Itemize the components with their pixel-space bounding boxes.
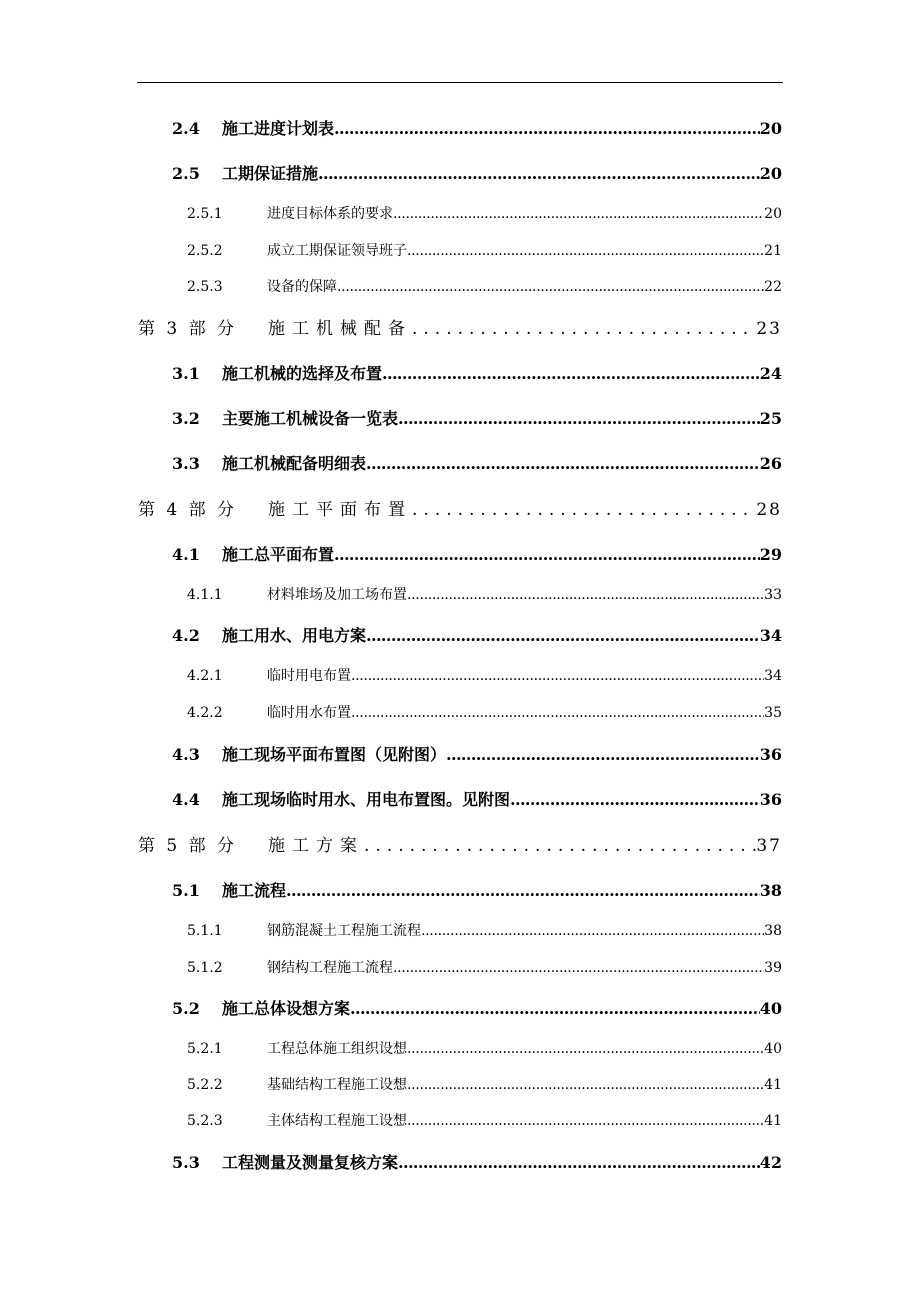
toc-page: 34 bbox=[759, 626, 782, 645]
toc-leader bbox=[334, 545, 760, 564]
toc-number: 2.4 bbox=[172, 119, 200, 138]
toc-part-number: 第 4 部 分 bbox=[138, 500, 238, 520]
toc-title: 工期保证措施 bbox=[222, 164, 319, 183]
toc-leader bbox=[337, 279, 764, 295]
toc-entry-3-1[interactable] bbox=[172, 361, 782, 383]
toc-entry-5-2[interactable] bbox=[172, 996, 782, 1018]
toc-number: 5.1.1 bbox=[187, 923, 223, 939]
toc-title: 基础结构工程施工设想 bbox=[267, 1077, 407, 1093]
toc-page: 36 bbox=[759, 790, 782, 809]
toc-entry-2-5[interactable] bbox=[172, 161, 782, 183]
toc-entry-2-4[interactable] bbox=[172, 116, 782, 138]
toc-page: 40 bbox=[764, 1041, 782, 1057]
toc-number: 2.5.2 bbox=[187, 243, 223, 259]
toc-title: 主要施工机械设备一览表 bbox=[222, 409, 399, 428]
toc-page: 20 bbox=[764, 206, 782, 222]
toc-title: 施工机械配备 bbox=[268, 319, 412, 339]
toc-title: 工程总体施工组织设想 bbox=[267, 1041, 407, 1057]
toc-page: 34 bbox=[764, 668, 782, 684]
toc-leader bbox=[366, 626, 760, 645]
toc-title: 材料堆场及加工场布置 bbox=[267, 587, 407, 603]
toc-leader bbox=[412, 319, 756, 339]
toc-leader bbox=[366, 454, 760, 473]
toc-entry-5-1[interactable] bbox=[172, 878, 782, 900]
toc-page: 22 bbox=[764, 279, 782, 295]
toc-leader bbox=[421, 923, 764, 939]
toc-entry-5-1-2[interactable] bbox=[187, 957, 782, 977]
toc-leader bbox=[407, 243, 764, 259]
toc-leader bbox=[351, 668, 764, 684]
toc-title: 临时用水布置 bbox=[267, 705, 351, 721]
toc-title: 施工用水、用电方案 bbox=[222, 626, 367, 645]
toc-entry-5-3[interactable] bbox=[172, 1150, 782, 1172]
toc-title: 钢筋混凝土工程施工流程 bbox=[267, 923, 421, 939]
toc-entry-5-2-2[interactable] bbox=[187, 1074, 782, 1094]
toc-title: 钢结构工程施工流程 bbox=[267, 960, 393, 976]
toc-title: 主体结构工程施工设想 bbox=[267, 1113, 407, 1129]
toc-number: 2.5.3 bbox=[187, 279, 223, 295]
toc-entry-4-2-1[interactable] bbox=[187, 665, 782, 685]
toc-leader bbox=[393, 960, 764, 976]
toc-entry-5-2-1[interactable] bbox=[187, 1038, 782, 1058]
toc-page: 33 bbox=[764, 587, 782, 603]
toc-title: 成立工期保证领导班子 bbox=[267, 243, 407, 259]
toc-title: 施工方案 bbox=[268, 836, 364, 856]
toc-number: 5.2.2 bbox=[187, 1077, 223, 1093]
toc-number: 5.2.1 bbox=[187, 1041, 223, 1057]
toc-page: 25 bbox=[759, 409, 782, 428]
toc-leader bbox=[398, 1153, 760, 1172]
toc-page: 40 bbox=[759, 999, 782, 1018]
toc-leader bbox=[407, 1113, 764, 1129]
toc-leader bbox=[318, 164, 760, 183]
toc-entry-3-3[interactable] bbox=[172, 451, 782, 473]
toc-entry-4-3[interactable] bbox=[172, 742, 782, 764]
toc-part-5[interactable] bbox=[138, 831, 782, 855]
toc-part-number: 第 3 部 分 bbox=[138, 319, 238, 339]
toc-page: 24 bbox=[759, 364, 782, 383]
toc-page: 38 bbox=[764, 923, 782, 939]
toc-number: 4.1 bbox=[172, 545, 200, 564]
toc-entry-4-1-1[interactable] bbox=[187, 584, 782, 604]
toc-title: 临时用电布置 bbox=[267, 668, 351, 684]
toc-page: 38 bbox=[759, 881, 782, 900]
toc-leader bbox=[412, 500, 756, 520]
toc-entry-4-2-2[interactable] bbox=[187, 702, 782, 722]
toc-number: 2.5.1 bbox=[187, 206, 223, 222]
toc-entry-5-2-3[interactable] bbox=[187, 1110, 782, 1130]
toc-title: 设备的保障 bbox=[267, 279, 337, 295]
toc-number: 5.2 bbox=[172, 999, 200, 1018]
toc-number: 5.3 bbox=[172, 1153, 200, 1172]
toc-number: 5.1 bbox=[172, 881, 200, 900]
toc-number: 3.3 bbox=[172, 454, 200, 473]
toc-page: 35 bbox=[764, 705, 782, 721]
toc-title: 施工现场临时用水、用电布置图。见附图 bbox=[222, 790, 511, 809]
toc-title: 施工平面布置 bbox=[268, 500, 412, 520]
toc-entry-4-2[interactable] bbox=[172, 623, 782, 645]
toc-leader bbox=[286, 881, 760, 900]
toc-leader bbox=[446, 745, 760, 764]
toc-title: 施工机械的选择及布置 bbox=[222, 364, 383, 383]
toc-title: 施工进度计划表 bbox=[222, 119, 335, 138]
toc-page: 21 bbox=[764, 243, 782, 259]
toc-entry-2-5-2[interactable] bbox=[187, 240, 782, 260]
toc-title: 施工总体设想方案 bbox=[222, 999, 351, 1018]
toc-page: 26 bbox=[759, 454, 782, 473]
toc-number: 4.1.1 bbox=[187, 587, 223, 603]
toc-page: 28 bbox=[756, 500, 782, 520]
toc-leader bbox=[364, 836, 756, 856]
toc-number: 4.2 bbox=[172, 626, 200, 645]
toc-title: 施工流程 bbox=[222, 881, 287, 900]
toc-entry-4-1[interactable] bbox=[172, 542, 782, 564]
toc-number: 2.5 bbox=[172, 164, 200, 183]
toc-page: 20 bbox=[759, 164, 782, 183]
toc-page: 20 bbox=[759, 119, 782, 138]
toc-leader bbox=[350, 999, 760, 1018]
toc-leader bbox=[351, 705, 764, 721]
toc-number: 4.3 bbox=[172, 745, 200, 764]
toc-entry-4-4[interactable] bbox=[172, 787, 782, 809]
toc-title: 施工总平面布置 bbox=[222, 545, 335, 564]
toc-leader bbox=[407, 1041, 764, 1057]
toc-title: 施工现场平面布置图（见附图） bbox=[222, 745, 447, 764]
toc-number: 4.2.1 bbox=[187, 668, 223, 684]
toc-page: 39 bbox=[764, 960, 782, 976]
toc-number: 4.4 bbox=[172, 790, 200, 809]
toc-number: 3.2 bbox=[172, 409, 200, 428]
toc-title: 施工机械配备明细表 bbox=[222, 454, 367, 473]
toc-leader bbox=[382, 364, 760, 383]
toc-page: 23 bbox=[756, 319, 782, 339]
toc-number: 5.2.3 bbox=[187, 1113, 223, 1129]
toc-entry-2-5-1[interactable] bbox=[187, 203, 782, 223]
toc-leader bbox=[398, 409, 760, 428]
toc-page: 42 bbox=[759, 1153, 782, 1172]
toc-part-3[interactable] bbox=[138, 314, 782, 338]
toc-leader bbox=[407, 587, 764, 603]
toc-leader bbox=[510, 790, 760, 809]
toc-page: 37 bbox=[756, 836, 782, 856]
toc-page: 41 bbox=[764, 1113, 782, 1129]
toc-leader bbox=[407, 1077, 764, 1093]
toc-title: 工程测量及测量复核方案 bbox=[222, 1153, 399, 1172]
toc-number: 4.2.2 bbox=[187, 705, 223, 721]
toc-entry-2-5-3[interactable] bbox=[187, 276, 782, 296]
toc-leader bbox=[334, 119, 760, 138]
toc-page: 29 bbox=[759, 545, 782, 564]
toc-page: 41 bbox=[764, 1077, 782, 1093]
toc-part-4[interactable] bbox=[138, 495, 782, 519]
toc-number: 3.1 bbox=[172, 364, 200, 383]
toc-page: 36 bbox=[759, 745, 782, 764]
toc-number: 5.1.2 bbox=[187, 960, 223, 976]
toc-entry-5-1-1[interactable] bbox=[187, 920, 782, 940]
toc-part-number: 第 5 部 分 bbox=[138, 836, 238, 856]
toc-entry-3-2[interactable] bbox=[172, 406, 782, 428]
toc-title: 进度目标体系的要求 bbox=[267, 206, 393, 222]
toc-leader bbox=[393, 206, 764, 222]
